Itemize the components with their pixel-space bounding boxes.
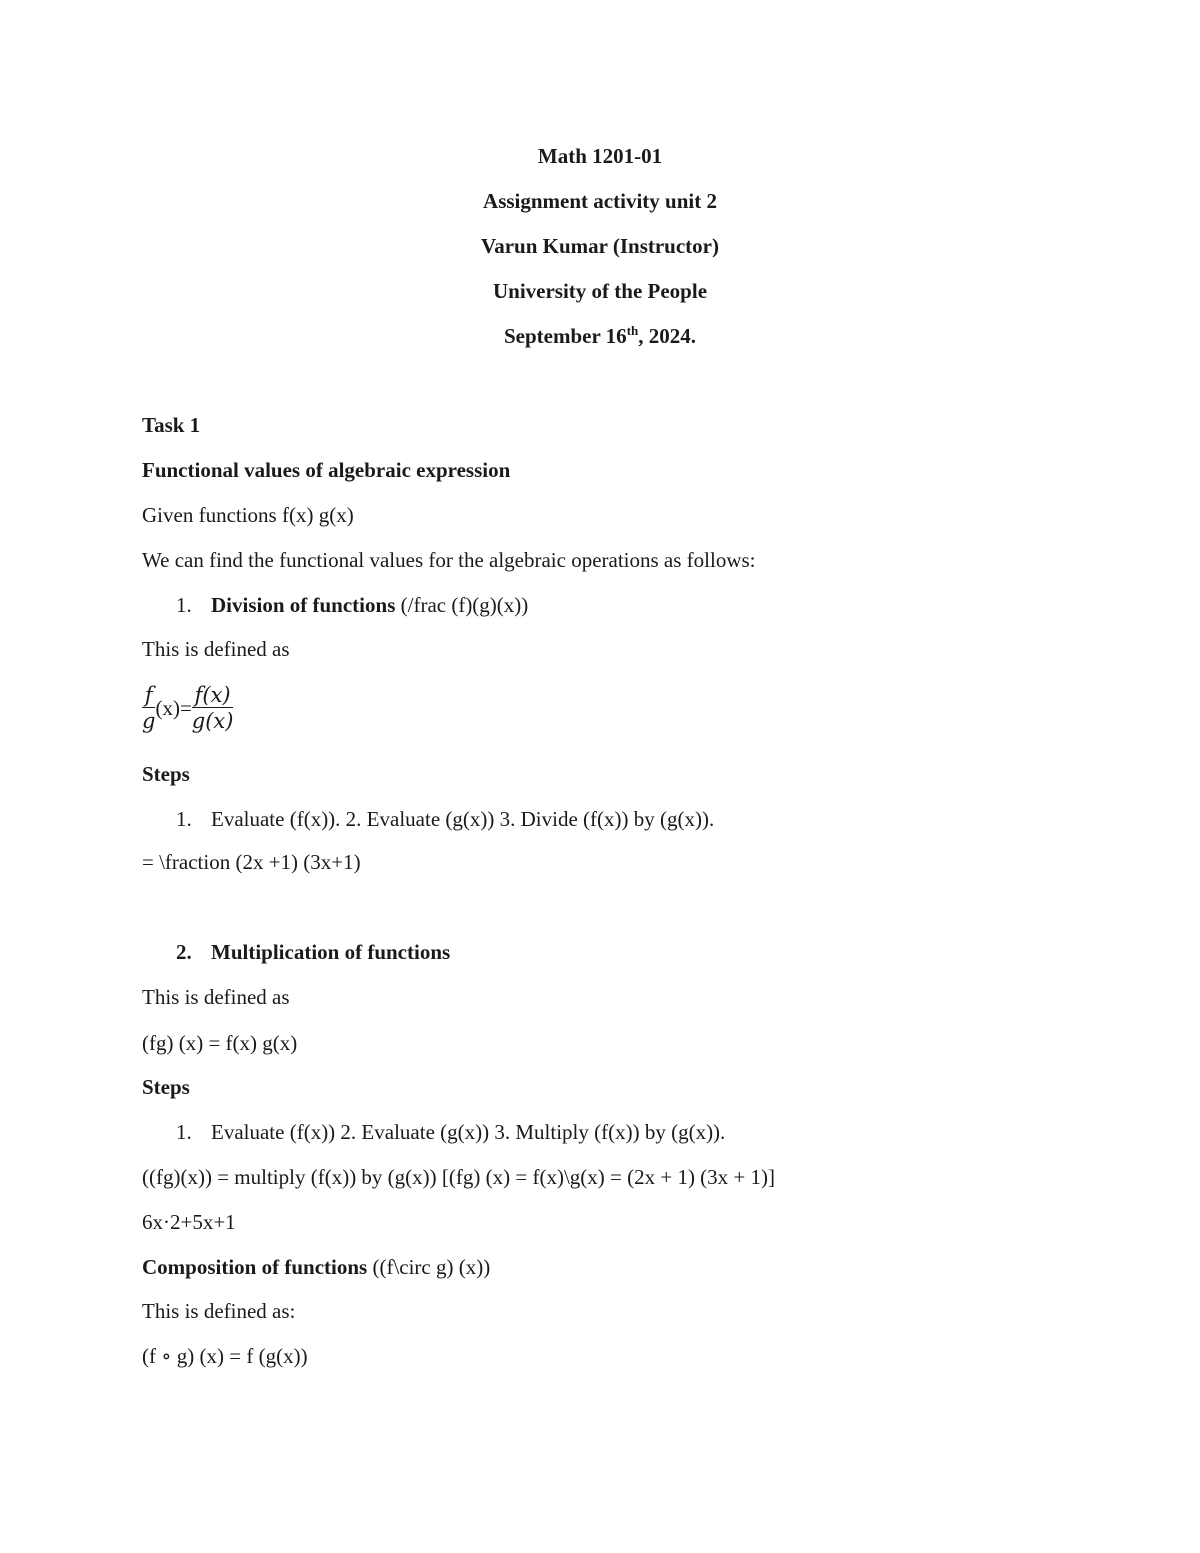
division-steps-text: Evaluate (f(x)). 2. Evaluate (g(x)) 3. Divide (f(x)) by (g(x)).: [211, 807, 715, 831]
date-prefix: September 16: [504, 324, 627, 348]
date-year: , 2024.: [638, 324, 696, 348]
division-defined: This is defined as: [142, 637, 290, 661]
composition-formula: (f ∘ g) (x) = f (g(x)): [142, 1344, 308, 1368]
title-block: [0, 140, 1200, 365]
multiplication-heading-text: Multiplication of functions: [211, 940, 451, 964]
composition-heading: [142, 1252, 490, 1282]
given-functions: Given functions f(x) g(x): [142, 503, 354, 527]
division-heading: [176, 590, 528, 620]
date-suffix-sup: th: [626, 323, 639, 338]
division-steps-number: 1.: [176, 807, 192, 831]
multiplication-steps-text: Evaluate (f(x)) 2. Evaluate (g(x)) 3. Multiply (f(x)) by (g(x)).: [211, 1120, 726, 1144]
frac-mid: (x)=: [155, 696, 192, 720]
frac-rhs-den: g(x): [191, 709, 234, 733]
frac-lhs: [142, 683, 155, 734]
multiplication-steps: [176, 1117, 725, 1147]
division-heading-rest: (/frac (f)(g)(x)): [395, 593, 529, 617]
frac-rhs: [192, 683, 234, 734]
frac-rhs-num: f(x): [192, 683, 234, 708]
composition-heading-bold: Composition of functions: [142, 1255, 368, 1279]
multiplication-result: 6x·2+5x+1: [142, 1210, 236, 1234]
intro-text: We can find the functional values for the algebraic operations as follows:: [142, 548, 756, 572]
frac-lhs-num: f: [142, 683, 155, 708]
division-formula: [142, 683, 233, 743]
multiplication-heading: [176, 937, 450, 967]
frac-lhs-den: g: [142, 709, 156, 733]
submission-date: [0, 320, 1200, 365]
composition-defined: This is defined as:: [142, 1299, 296, 1323]
instructor-name: Varun Kumar (Instructor): [480, 234, 719, 258]
multiplication-formula: (fg) (x) = f(x) g(x): [142, 1031, 298, 1055]
division-number: 1.: [176, 593, 192, 617]
division-steps: [176, 804, 714, 834]
course-title: Math 1201-01: [537, 144, 663, 168]
multiplication-steps-number: 1.: [176, 1120, 192, 1144]
multiplication-defined: This is defined as: [142, 985, 290, 1009]
division-result: = \fraction (2x +1) (3x+1): [142, 850, 361, 874]
division-steps-label: Steps: [142, 762, 190, 786]
multiplication-expanded: ((fg)(x)) = multiply (f(x)) by (g(x)) [(fg) (x) = f(x)\g(x) = (2x + 1) (3x + 1)]: [142, 1165, 776, 1189]
assignment-title: Assignment activity unit 2: [483, 189, 717, 213]
university-name: University of the People: [492, 279, 708, 303]
multiplication-number: 2.: [176, 940, 192, 964]
multiplication-steps-label: Steps: [142, 1075, 190, 1099]
composition-heading-rest: ((f\circ g) (x)): [367, 1255, 491, 1279]
division-heading-bold: Division of functions: [211, 593, 396, 617]
task-subtitle: Functional values of algebraic expression: [142, 458, 511, 482]
task-title: Task 1: [142, 413, 201, 437]
